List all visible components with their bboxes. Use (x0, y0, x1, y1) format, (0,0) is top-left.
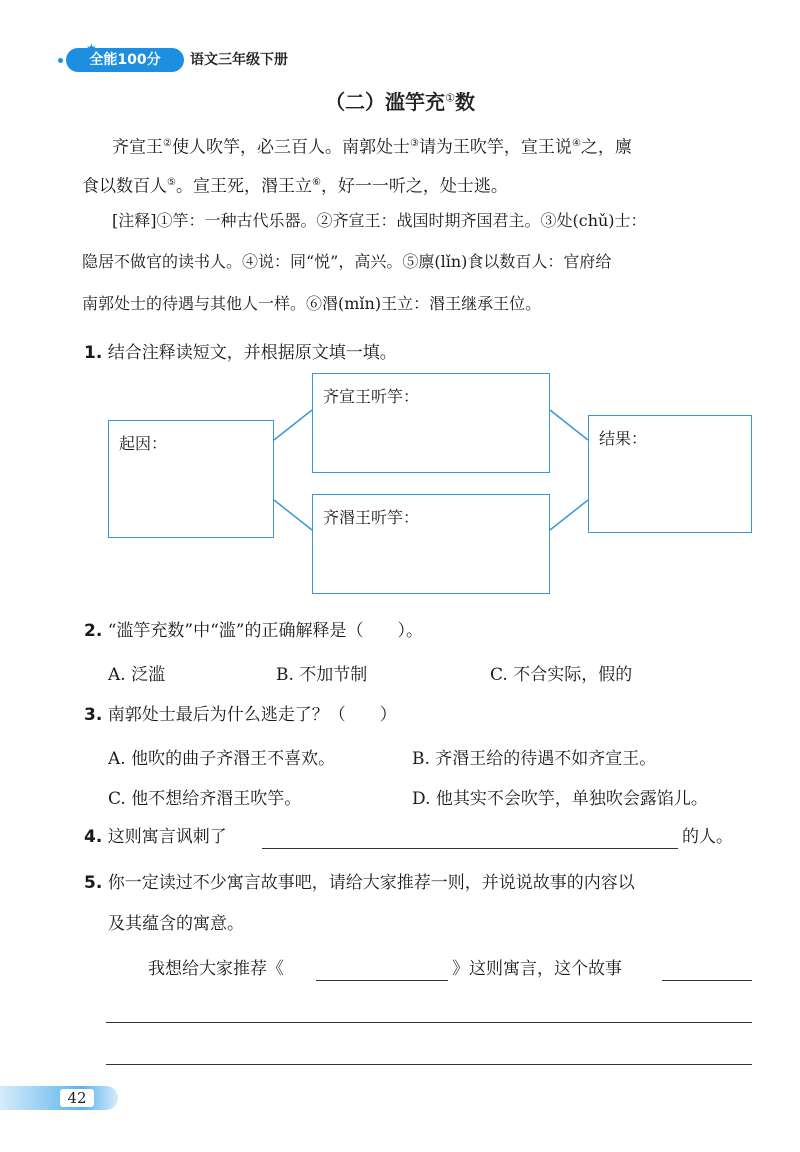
q4-answer-line[interactable] (262, 848, 678, 849)
question-2 (84, 620, 423, 642)
question-3-text: 南郭处士最后为什么逃走了？（ ） (107, 705, 397, 725)
q2-option-c[interactable]: C. 不合实际，假的 (490, 665, 633, 685)
footnote-mark: ④ (571, 138, 581, 149)
question-5-line-1: 你一定读过不少寓言故事吧，请给大家推荐一则，并说说故事的内容以 (107, 873, 635, 893)
series-badge: 全能100分 (66, 48, 184, 72)
box-result-label: 结果： (599, 429, 648, 448)
page-number-bar (0, 1086, 118, 1110)
question-5 (84, 872, 635, 894)
question-4-text-before: 这则寓言讽刺了 (107, 827, 227, 847)
title-text: （二）滥竽充 (325, 90, 446, 114)
q5-story-line-1[interactable] (106, 1022, 752, 1023)
title-tail: 数 (454, 90, 475, 114)
q2-option-b[interactable]: B. 不加节制 (276, 665, 368, 685)
star-icon: ★ (86, 41, 97, 55)
box-xuan-label: 齐宣王听竽： (323, 387, 420, 406)
title-footnote-mark: ① (445, 91, 455, 105)
passage-text: 使人吹竽，必三百人。南郭处士 (171, 137, 410, 158)
q3-option-a[interactable]: A. 他吹的曲子齐湣王不喜欢。 (108, 749, 336, 769)
q3-option-c[interactable]: C. 他不想给齐湣王吹竽。 (108, 789, 302, 809)
box-min-listens[interactable] (312, 494, 550, 594)
question-3 (84, 704, 397, 726)
question-1-text: 结合注释读短文，并根据原文填一填。 (107, 343, 397, 363)
q3-option-b[interactable]: B. 齐湣王给的待遇不如齐宣王。 (412, 749, 657, 769)
passage-text: ，好一一听之，处士逃。 (320, 176, 508, 197)
question-5-line-2: 及其蕴含的寓意。 (108, 914, 244, 934)
footnote-mark: ② (163, 138, 172, 149)
footnote-mark: ⑥ (311, 177, 321, 188)
box-xuan-listens[interactable] (312, 373, 550, 473)
passage-text: 食以数百人 (82, 176, 167, 197)
notes-line-1: [注释]①竽：一种古代乐器。②齐宣王：战国时期齐国君主。③处(chǔ)士： (112, 211, 647, 230)
q5-fill-mid: 》这则寓言，这个故事 (452, 959, 622, 979)
question-1-number: 1. (84, 343, 103, 363)
q5-title-blank[interactable] (316, 980, 448, 981)
q5-story-line-2[interactable] (106, 1064, 752, 1065)
question-4 (84, 826, 227, 848)
question-4-number: 4. (84, 827, 103, 847)
q3-option-d[interactable]: D. 他其实不会吹竽，单独吹会露馅儿。 (412, 789, 708, 809)
box-cause[interactable] (108, 420, 274, 538)
question-5-number: 5. (84, 873, 103, 893)
q5-story-line-0[interactable] (662, 980, 752, 981)
question-2-text: “滥竽充数”中“滥”的正确解释是（ ）。 (107, 621, 423, 641)
question-2-number: 2. (84, 621, 103, 641)
passage-text: 。宣王死，湣王立 (175, 176, 312, 197)
passage-text: 请为王吹竽，宣王说 (418, 137, 572, 158)
question-4-text-after: 的人。 (682, 827, 733, 847)
notes-line-2: 隐居不做官的读书人。④说：同“悦”，高兴。⑤廪(lǐn)食以数百人：官府给 (82, 252, 612, 271)
passage-text: 之，廪 (580, 137, 632, 158)
q2-option-a[interactable]: A. 泛滥 (108, 665, 166, 685)
page-number: 42 (60, 1089, 94, 1107)
box-result[interactable] (588, 415, 752, 533)
footnote-mark: ⑤ (167, 177, 176, 188)
passage-text: 齐宣王 (112, 137, 163, 158)
footnote-mark: ③ (409, 138, 419, 149)
q5-fill-before: 我想给大家推荐《 (148, 959, 284, 979)
question-3-number: 3. (84, 705, 103, 725)
notes-line-3: 南郭处士的待遇与其他人一样。⑥湣(mǐn)王立：湣王继承王位。 (82, 294, 542, 313)
book-subtitle: 语文三年级下册 (190, 52, 288, 68)
box-cause-label: 起因： (119, 434, 168, 453)
box-min-label: 齐湣王听竽： (323, 508, 420, 527)
